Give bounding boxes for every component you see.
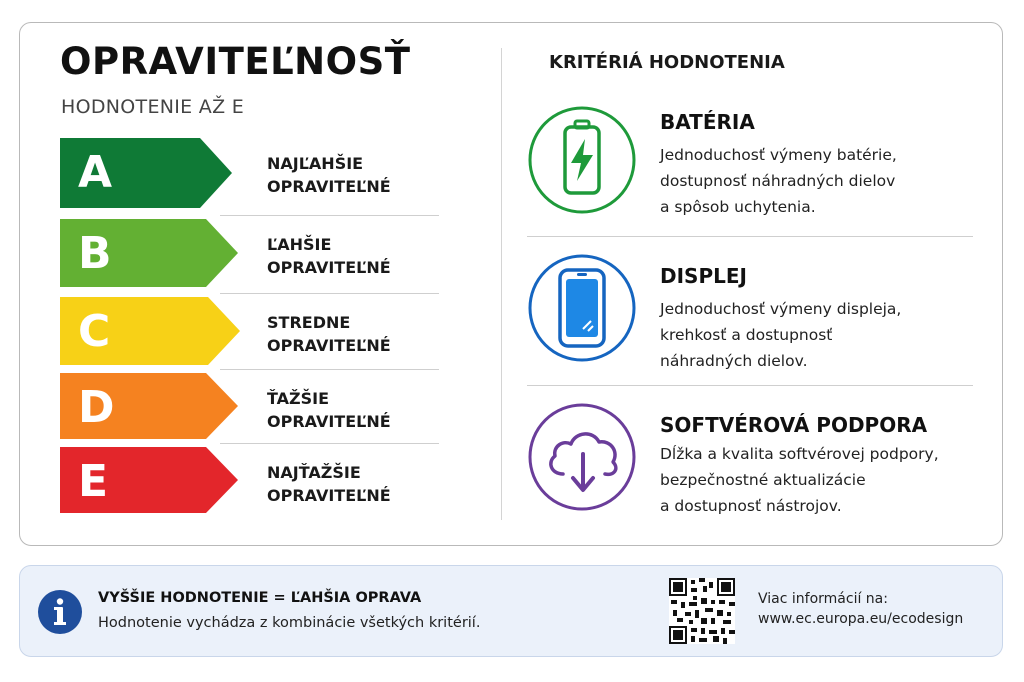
grade-letter-c: C bbox=[78, 306, 111, 357]
criteria-divider bbox=[527, 385, 973, 386]
criterion-desc-battery: Jednoduchosť výmeny batérie, dostupnosť náhradných dielov a spôsob uchytenia. bbox=[660, 146, 897, 216]
grade-divider bbox=[220, 369, 439, 370]
grade-label-e: NAJŤAŽŠIE OPRAVITEĽNÉ bbox=[267, 463, 391, 505]
grade-label-d: ŤAŽŠIE OPRAVITEĽNÉ bbox=[267, 389, 391, 431]
footer-text: Hodnotenie vychádza z kombinácie všetkých kritérií. bbox=[98, 615, 481, 631]
smartphone-icon bbox=[527, 253, 637, 363]
criterion-desc-display: Jednoduchosť výmeny displeja, krehkosť a dostupnosť náhradných dielov. bbox=[660, 300, 902, 370]
grade-row-e bbox=[60, 447, 440, 517]
grade-row-b bbox=[60, 219, 440, 289]
criteria-section-title: KRITÉRIÁ HODNOTENIA bbox=[549, 52, 785, 73]
grade-letter-e: E bbox=[78, 456, 109, 507]
more-info-label: Viac informácií na: bbox=[758, 591, 888, 607]
grade-row-a bbox=[60, 138, 440, 208]
grade-row-c bbox=[60, 297, 440, 367]
footer-title: VYŠŠIE HODNOTENIE = ĽAHŠIA OPRAVA bbox=[98, 590, 422, 606]
grade-divider bbox=[220, 215, 439, 216]
criterion-title-display: DISPLEJ bbox=[660, 264, 747, 288]
page-title: OPRAVITEĽNOSŤ bbox=[60, 40, 411, 83]
info-icon bbox=[37, 589, 83, 635]
grade-label-a: NAJĽAHŠIE OPRAVITEĽNÉ bbox=[267, 154, 391, 196]
page-subtitle: HODNOTENIE AŽ E bbox=[61, 96, 245, 118]
criterion-desc-software: Dĺžka a kvalita softvérovej podpory, bezpečnostné aktualizácie a dostupnosť nástrojov. bbox=[660, 445, 939, 515]
grade-letter-a: A bbox=[78, 147, 113, 198]
grade-row-d bbox=[60, 373, 440, 443]
more-info-link[interactable]: www.ec.europa.eu/ecodesign bbox=[758, 611, 964, 627]
column-divider bbox=[501, 48, 502, 520]
grade-label-c: STREDNE OPRAVITEĽNÉ bbox=[267, 313, 391, 355]
cloud-download-icon bbox=[527, 402, 637, 512]
criteria-divider bbox=[527, 236, 973, 237]
criterion-title-software: SOFTVÉROVÁ PODPORA bbox=[660, 413, 928, 437]
grade-letter-d: D bbox=[78, 382, 115, 433]
grade-letter-b: B bbox=[78, 228, 112, 279]
grade-divider bbox=[220, 443, 439, 444]
criterion-title-battery: BATÉRIA bbox=[660, 110, 755, 134]
grade-divider bbox=[220, 293, 439, 294]
battery-icon bbox=[527, 105, 637, 215]
qr-code-icon[interactable] bbox=[669, 578, 735, 644]
grade-label-b: ĽAHŠIE OPRAVITEĽNÉ bbox=[267, 235, 391, 277]
